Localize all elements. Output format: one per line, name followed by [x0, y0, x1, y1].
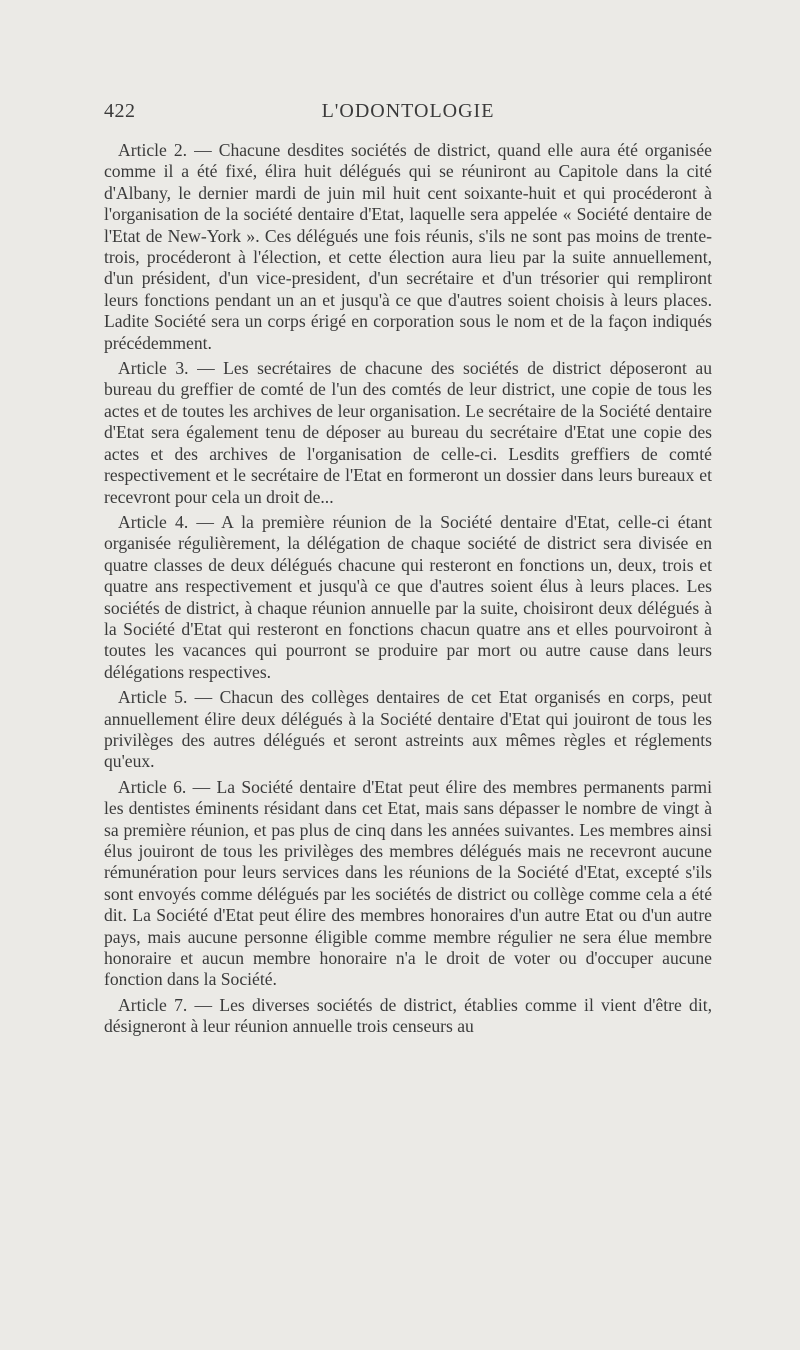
- article-6-paragraph: [104, 777, 712, 991]
- article-3-paragraph: [104, 358, 712, 508]
- article-label: Article 6.: [118, 776, 187, 797]
- article-label: Article 4.: [118, 511, 189, 532]
- article-text: — Les secrétaires de chacune des sociétés de district déposeront au bureau du greffier de comté de l'un des comtés de leur district, une copie de tous les actes et de toutes les archives de leur organisation. Le secrétaire de la Société dentaire d'Etat sera également tenu de déposer au bureau du secrétaire d'Etat une copie des actes et des archives de l'organisation de celle-ci. Lesdits greffiers de comté respectivement et le secrétaire de l'Etat en formeront un dossier dans leurs bureaux et recevront pour cela un droit de...: [104, 358, 712, 507]
- article-text: — La Société dentaire d'Etat peut élire des membres permanents parmi les dentistes éminents résidant dans cet Etat, mais sans dépasser le nombre de vingt à sa première réunion, et pas plus de cinq dans les années suivantes. Les membres ainsi élus jouiront de tous les privilèges des membres délégués mais ne recevront aucune rémunération pour leurs services dans les réunions de la Société d'Etat, excepté s'ils sont envoyés comme délégués par les sociétés de district ou collège comme cela a été dit. La Société d'Etat peut élire des membres honoraires d'un autre Etat ou d'un autre pays, mais aucune personne éligible comme membre régulier ne sera élue membre honoraire et aucun membre honoraire n'a le droit de voter ou d'occuper aucune fonction dans la Société.: [104, 776, 712, 990]
- article-text: — A la première réunion de la Société dentaire d'Etat, celle-ci étant organisée régulièrement, la délégation de chaque société de district sera divisée en quatre classes de deux délégués chacune qui resteront en fonctions un, deux, trois et quatre ans respectivement et jusqu'à ce que d'autres soient élus à leurs places. Les sociétés de district, à chaque réunion annuelle par la suite, choisiront deux délégués à la Société d'Etat qui resteront en fonctions chacun quatre ans et elles pourvoiront à toutes les vacances qui pourront se produire par mort ou autre cause dans leurs délégations respectives.: [104, 511, 712, 682]
- body-text: [104, 140, 712, 1042]
- article-label: Article 7.: [118, 994, 188, 1015]
- article-text: — Chacune desdites sociétés de district, quand elle aura été organisée comme il a été fixé, élira huit délégués qui se réuniront au Capitole dans la cité d'Albany, le dernier mardi de juin mil huit cent soixante-huit et qui procéderont à l'organisation de la société dentaire d'Etat, laquelle sera appelée « Société dentaire de l'Etat de New-York ». Ces délégués une fois réunis, s'ils ne sont pas moins de trente-trois, procéderont à l'élection, et cette élection aura lieu par la suite annuellement, d'un président, d'un vice-president, d'un secrétaire et d'un trésorier qui rempliront leurs fonctions pendant un an et jusqu'à ce que d'autres soient choisis à leurs places. Ladite Société sera un corps érigé en corporation sous le nom et de la façon indiqués précédemment.: [104, 140, 712, 353]
- page-header: [104, 100, 712, 130]
- article-7-paragraph: [104, 995, 712, 1038]
- article-2-paragraph: [104, 140, 712, 354]
- running-title: L'ODONTOLOGIE: [321, 100, 495, 122]
- article-label: Article 2.: [118, 140, 188, 160]
- article-4-paragraph: [104, 512, 712, 683]
- article-5-paragraph: [104, 687, 712, 773]
- article-label: Article 3.: [118, 358, 189, 379]
- article-text: — Les diverses sociétés de district, établies comme il vient d'être dit, désigneront à leur réunion annuelle trois censeurs au: [104, 994, 712, 1037]
- page-number: 422: [104, 100, 136, 122]
- article-text: — Chacun des collèges dentaires de cet Etat organisés en corps, peut annuellement élire deux délégués à la Société dentaire d'Etat qui jouiront de tous les privilèges des autres délégués et seront astreints aux mêmes règles et réglements qu'eux.: [104, 687, 712, 772]
- article-label: Article 5.: [118, 687, 188, 708]
